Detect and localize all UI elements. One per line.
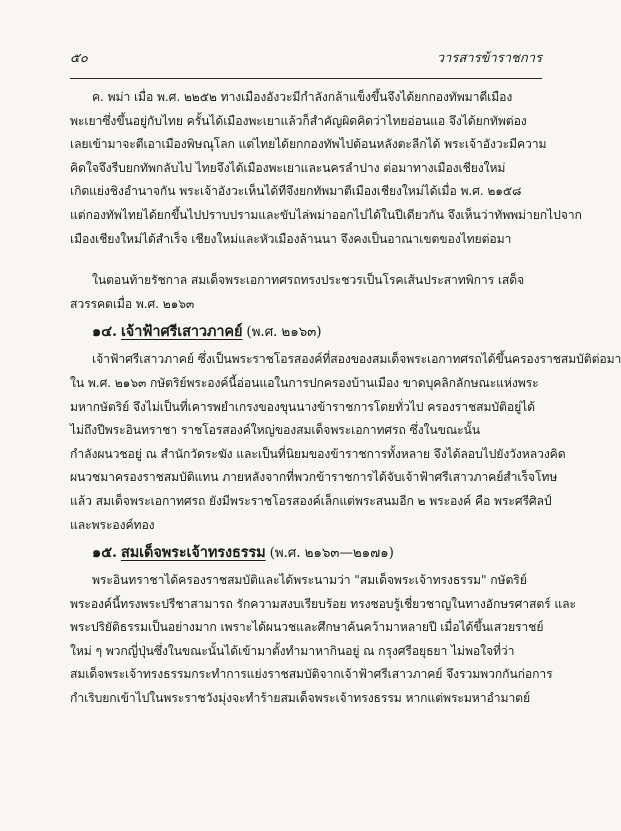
text-line: เลยเข้ามาจะตีเอาเมืองพิษณุโลก แต่ไทยได้ยกกองทัพไปต้อนหลังตะลีกได้ พระเจ้าอังวะมีความ: [70, 137, 547, 152]
text-line: ไม่ถึงปีพระอินทราชา ราชโอรสองค์ใหญ่ของสมเด็จพระเอกาทศรถ ซึ่งในขณะนั้น: [70, 423, 480, 438]
text-line: สวรรคตเมื่อ พ.ศ. ๒๑๖๓: [70, 296, 195, 311]
text-line: เกิดแย่งชิงอำนาจกัน พระเจ้าอังวะเห็นได้ทีจึงยกทัพมาตีเมืองเชียงใหม่ได้เมื่อ พ.ศ. ๒๑๕๘: [70, 184, 522, 199]
section-title: สมเด็จพระเจ้าทรงธรรม: [120, 544, 266, 562]
section-period: (พ.ศ. ๒๑๖๓): [246, 324, 322, 341]
section-number: ๑๔.: [92, 323, 117, 341]
text-line: เจ้าฟ้าศรีเสาวภาคย์ ซึ่งเป็นพระราชโอรสองค์ที่สองของสมเด็จพระเอกาทศรถได้ขึ้นครองราชสมบัติต่อมา: [92, 352, 621, 367]
text-line: ในตอนท้ายรัชกาล สมเด็จพระเอกาทศรถทรงประชวรเป็นโรคเส้นประสาทพิการ เสด็จ: [92, 273, 525, 288]
text-line: สมเด็จพระเจ้าทรงธรรมกระทำการแย่งราชสมบัติจากเจ้าฟ้าศรีเสาวภาคย์ จึงรวมพวกกันก่อการ: [70, 667, 553, 682]
text-line: ค. พม่า เมื่อ พ.ศ. ๒๒๕๒ ทางเมืองอังวะมีกำลังกล้าแข็งขึ้นจึงได้ยกกองทัพมาตีเมือง: [92, 90, 513, 104]
section-heading-15: [70, 537, 542, 569]
text-line: กำลังผนวชอยู่ ณ สำนักวัดระฆัง และเป็นที่นิยมของข้าราชการทั้งหลาย จึงได้ลอบไปยังวังหลวงคิด: [70, 446, 566, 461]
page-number: ๕๐: [70, 50, 88, 66]
text-line: ผนวชมาครองราชสมบัติแทน ภายหลังจากที่พวกข้าราชการได้จับเจ้าฟ้าศรีเสาวภาคย์สำเร็จโทษ: [70, 470, 558, 485]
paragraph-section-15: [70, 569, 576, 711]
running-title: วารสารข้าราชการ: [436, 50, 542, 66]
section-title: เจ้าฟ้าศรีเสาวภาคย์: [120, 323, 243, 341]
page-body: [70, 86, 621, 711]
text-line: เมืองเชียงใหม่ได้สำเร็จ เชียงใหม่และหัวเมืองล้านนา จึงคงเป็นอาณาเขตของไทยต่อมา: [70, 231, 512, 246]
text-line: กำเริบยกเข้าไปในพระราชวังมุ่งจะทำร้ายสมเด็จพระเจ้าทรงธรรม หากแต่พระมหาอำมาตย์: [70, 691, 531, 706]
text-line: พระอินทราชาได้ครองราชสมบัติและได้พระนามว่า "สมเด็จพระเจ้าทรงธรรม" กษัตริย์: [92, 573, 527, 588]
paragraph-phama: [70, 86, 582, 251]
text-line: แต่กองทัพไทยได้ยกขึ้นไปปราบปรามและขับไล่พม่าออกไปได้ในปีเดียวกัน จึงเห็นว่าทัพพม่ายกไปจาก: [70, 207, 582, 222]
section-period: (พ.ศ. ๒๑๖๓—๒๑๗๑): [269, 545, 394, 562]
text-line: มหากษัตริย์ จึงไม่เป็นที่เคารพยำเกรงของขุนนางข้าราชการโดยทั่วไป ครองราชสมบัติอยู่ได้: [70, 399, 535, 414]
section-heading-14: [70, 316, 542, 348]
text-line: และพระองค์ทอง: [70, 517, 155, 532]
header-rule: [70, 78, 542, 79]
text-line: พะเยาซึ่งขึ้นอยู่กับไทย ครั้นได้เมืองพะเยาแล้วก็สำคัญผิดคิดว่าไทยอ่อนแอ จึงได้ยกทัพต่อง: [70, 113, 527, 128]
section-number: ๑๕.: [92, 544, 117, 562]
text-line: พระองค์นี้ทรงพระปรีชาสามารถ รักความสงบเรียบร้อย ทรงชอบรู้เชี่ยวชาญในทางอักษรศาสตร์ และ: [70, 596, 576, 611]
text-line: พระปริยัติธรรมเป็นอย่างมาก เพราะได้ผนวชและศึกษาค้นคว้ามาหลายปี เมื่อได้ขึ้นเสวยราชย์: [70, 620, 544, 635]
paragraph-end-of-reign: [70, 269, 542, 316]
text-line: แล้ว สมเด็จพระเอกาทศรถ ยังมีพระราชโอรสองค์เล็กแต่พระสนมอีก ๒ พระองค์ คือ พระศรีศิลป์: [70, 493, 552, 508]
text-line: ใหม่ ๆ พวกญี่ปุ่นซึ่งในขณะนั้นได้เข้ามาตั้งทำมาหากินอยู่ ณ กรุงศรีอยุธยา ไม่พอใจที่ว่า: [70, 643, 515, 658]
paragraph-section-14: [70, 348, 621, 537]
text-line: คิดใจจึงรีบยกทัพกลับไป ไทยจึงได้เมืองพะเยาและนครลำปาง ต่อมาทางเมืองเชียงใหม่: [70, 160, 506, 175]
text-line: ใน พ.ศ. ๒๑๖๓ กษัตริย์พระองค์นี้อ่อนแอในการปกครองบ้านเมือง ขาดบุคลิกลักษณะแห่งพระ: [70, 375, 539, 390]
page-header: [70, 46, 542, 68]
